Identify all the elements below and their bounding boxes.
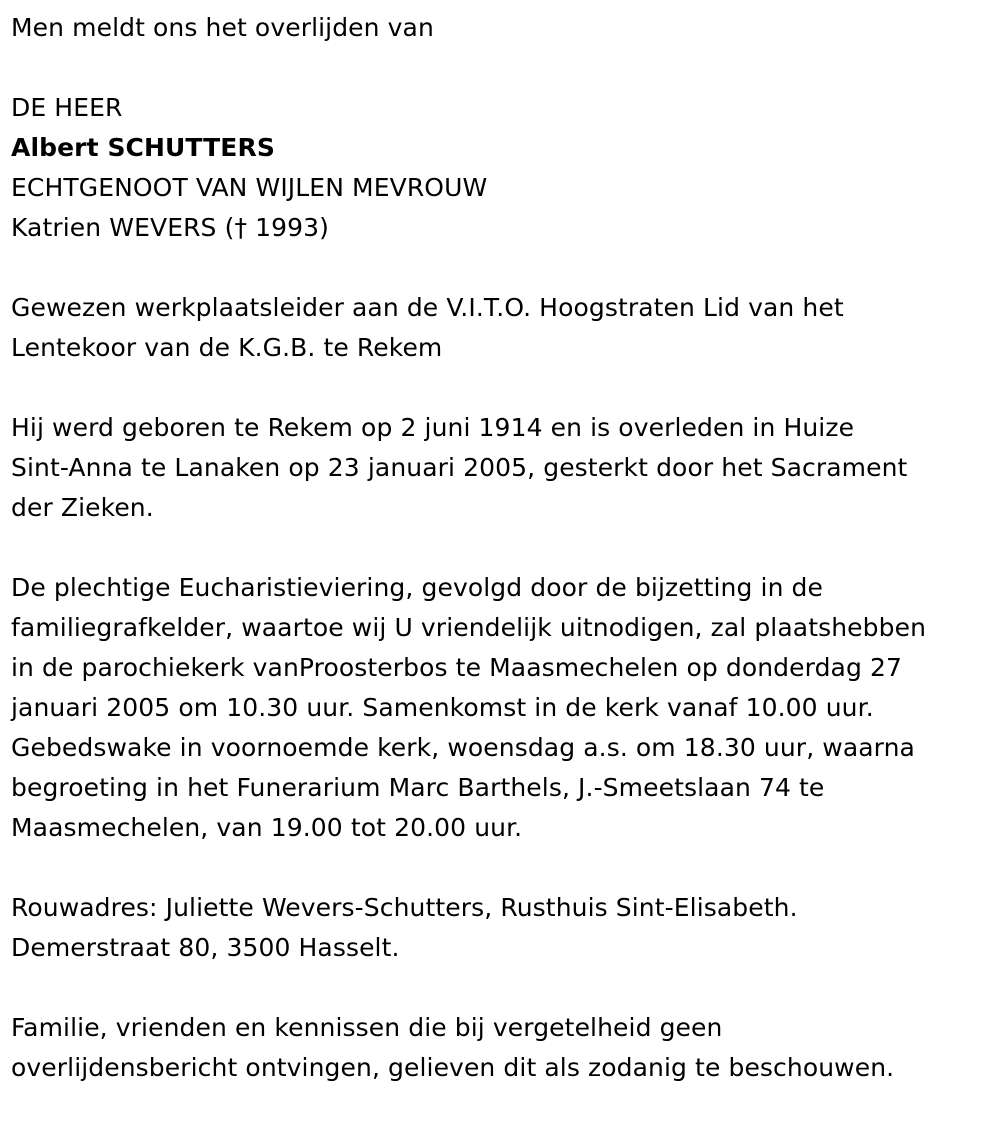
birth-death-line: der Zieken. bbox=[11, 493, 154, 522]
career-line: Lentekoor van de K.G.B. te Rekem bbox=[11, 333, 443, 362]
closing-line: Familie, vrienden en kennissen die bij vergetelheid geen bbox=[11, 1013, 723, 1042]
spouse-year: 1993) bbox=[247, 213, 329, 242]
spacer bbox=[11, 368, 1000, 408]
ceremony-line: De plechtige Eucharistieviering, gevolgd door de bijzetting in de bbox=[11, 573, 824, 602]
deceased-name: Albert SCHUTTERS bbox=[11, 133, 275, 162]
ceremony-line: familiegrafkelder, waartoe wij U vriendelijk uitnodigen, zal plaatshebben bbox=[11, 613, 927, 642]
spacer bbox=[11, 48, 1000, 88]
spacer bbox=[11, 848, 1000, 888]
spouse-name: Katrien WEVERS ( bbox=[11, 213, 235, 242]
address-line: Demerstraat 80, 3500 Hasselt. bbox=[11, 933, 400, 962]
title-line: DE HEER bbox=[11, 93, 123, 122]
cross-icon: † bbox=[234, 213, 248, 242]
spacer bbox=[11, 968, 1000, 1008]
spouse-line bbox=[11, 208, 1000, 248]
address-line: Rouwadres: Juliette Wevers-Schutters, Rusthuis Sint-Elisabeth. bbox=[11, 893, 798, 922]
birth-death-line: Sint-Anna te Lanaken op 23 januari 2005, gesterkt door het Sacrament bbox=[11, 453, 908, 482]
ceremony-line: Maasmechelen, van 19.00 tot 20.00 uur. bbox=[11, 813, 523, 842]
ceremony-line: januari 2005 om 10.30 uur. Samenkomst in de kerk vanaf 10.00 uur. bbox=[11, 693, 874, 722]
intro-text: Men meldt ons het overlijden van bbox=[11, 13, 434, 42]
career-line: Gewezen werkplaatsleider aan de V.I.T.O. Hoogstraten Lid van het bbox=[11, 293, 844, 322]
birth-death-line: Hij werd geboren te Rekem op 2 juni 1914 en is overleden in Huize bbox=[11, 413, 855, 442]
ceremony-line: begroeting in het Funerarium Marc Barthels, J.-Smeetslaan 74 te bbox=[11, 773, 825, 802]
spouse-intro: ECHTGENOOT VAN WIJLEN MEVROUW bbox=[11, 173, 488, 202]
spacer bbox=[11, 248, 1000, 288]
spacer bbox=[11, 528, 1000, 568]
ceremony-line: Gebedswake in voornoemde kerk, woensdag a.s. om 18.30 uur, waarna bbox=[11, 733, 915, 762]
ceremony-line: in de parochiekerk vanProosterbos te Maasmechelen op donderdag 27 bbox=[11, 653, 902, 682]
closing-line: overlijdensbericht ontvingen, gelieven dit als zodanig te beschouwen. bbox=[11, 1053, 895, 1082]
